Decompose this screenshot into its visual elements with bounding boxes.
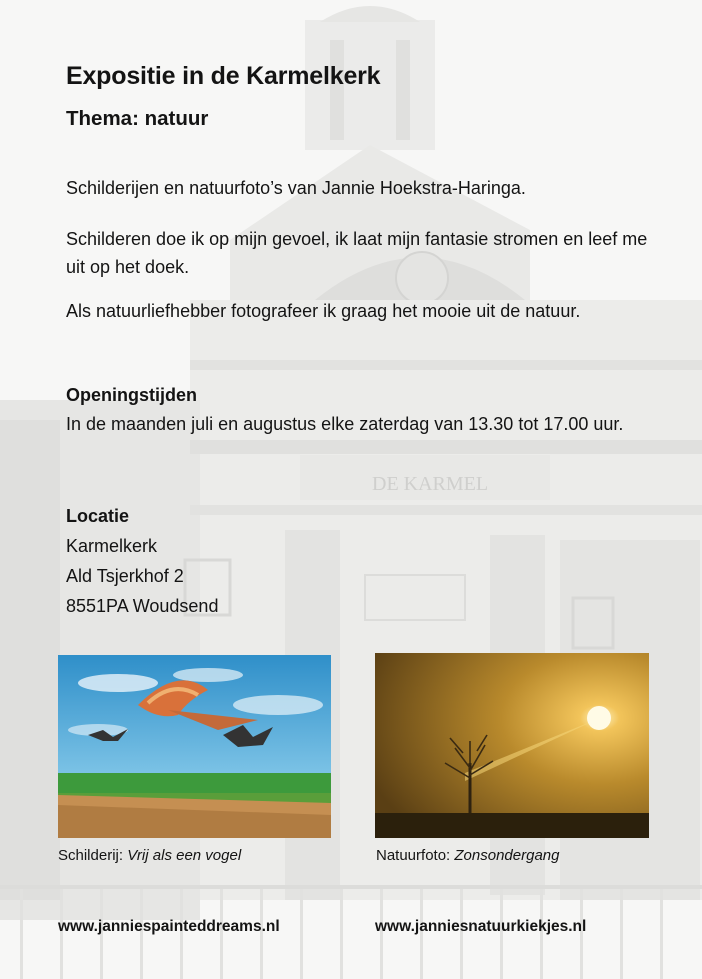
- opening-hours-text: In de maanden juli en augustus elke zaterdag van 13.30 tot 17.00 uur.: [66, 414, 624, 434]
- photos-website-link[interactable]: www.janniesnatuurkiekjes.nl: [375, 918, 587, 935]
- painting-paragraph: Schilderen doe ik op mijn gevoel, ik laat mijn fantasie stromen en leef me uit op het doek.: [66, 229, 648, 277]
- painting-image: [58, 655, 331, 838]
- photo-image: [375, 653, 649, 838]
- intro-paragraph: Schilderijen en natuurfoto’s van Jannie Hoekstra-Haringa.: [66, 178, 526, 198]
- location-street: Ald Tsjerkhof 2: [66, 566, 184, 586]
- page-title: Expositie in de Karmelkerk: [66, 62, 381, 90]
- location-heading: Locatie: [66, 506, 130, 526]
- page-subtitle: Thema: natuur: [66, 107, 209, 130]
- location-name: Karmelkerk: [66, 536, 158, 556]
- painting-caption: Schilderij: Vrij als een vogel: [58, 847, 242, 864]
- photo-caption: Natuurfoto: Zonsondergang: [376, 847, 560, 864]
- paintings-website-link[interactable]: www.janniespainteddreams.nl: [58, 918, 280, 935]
- photography-paragraph: Als natuurliefhebber fotografeer ik graag het mooie uit de natuur.: [66, 301, 581, 321]
- church-sign-text: DE KARMEL: [372, 473, 489, 495]
- photo-title: Zonsondergang: [454, 847, 560, 864]
- painting-title: Vrij als een vogel: [127, 847, 242, 864]
- location-postal: 8551PA Woudsend: [66, 596, 219, 616]
- opening-hours-heading: Openingstijden: [66, 385, 198, 405]
